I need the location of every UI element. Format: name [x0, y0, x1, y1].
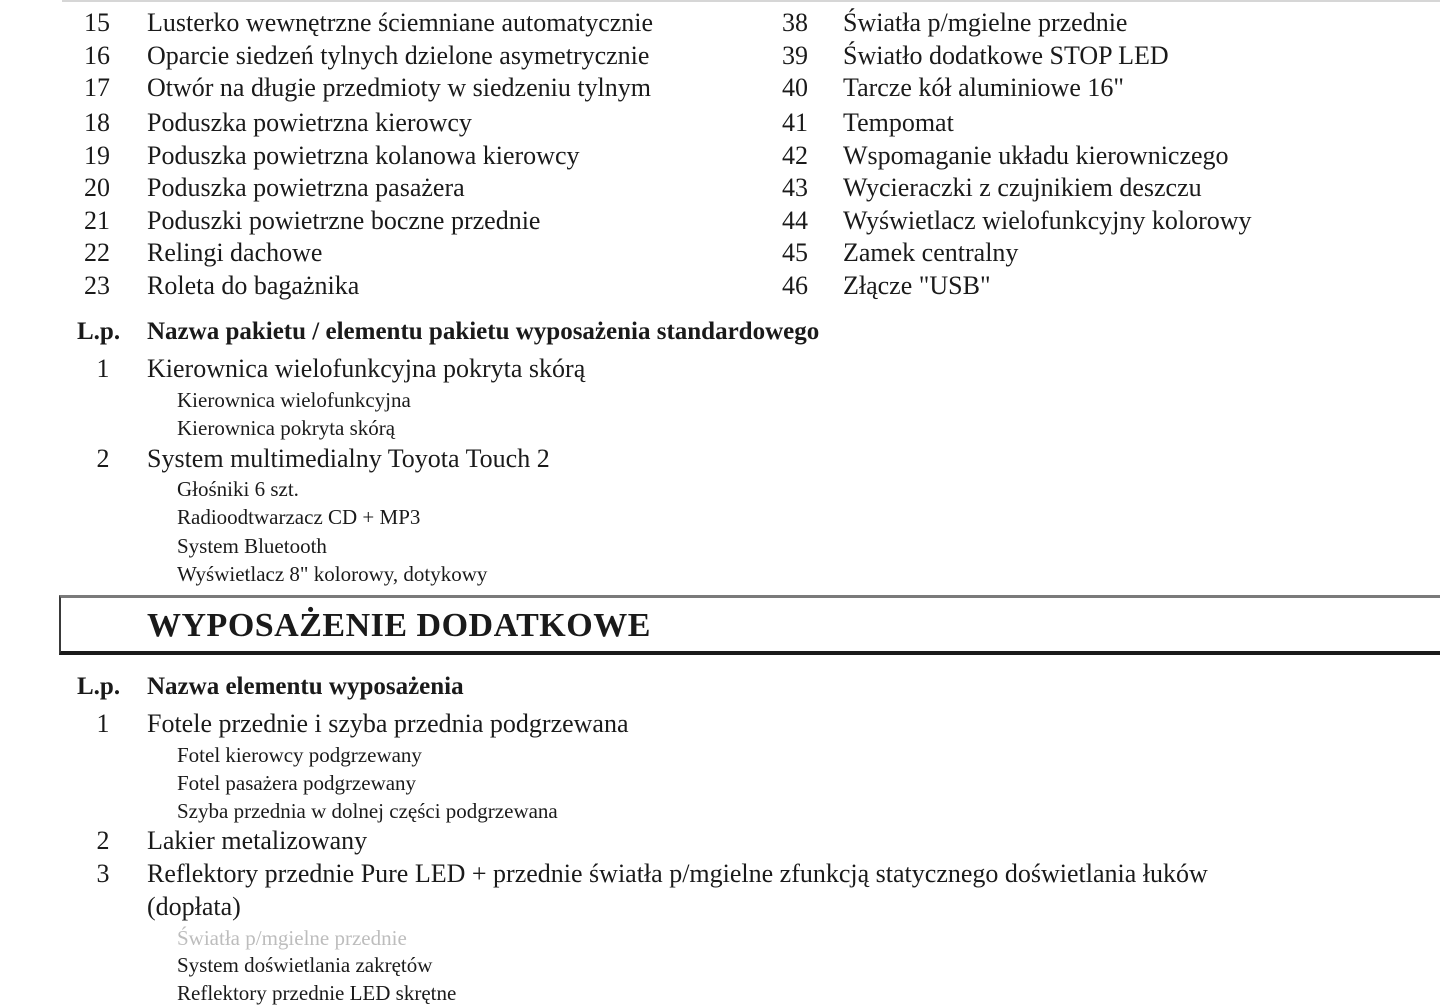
package-element: Głośniki 6 szt. [177, 477, 299, 501]
item-number: 39 [782, 41, 808, 70]
package-element: Wyświetlacz 8" kolorowy, dotykowy [177, 562, 488, 586]
additional-element: Szyba przednia w dolnej części podgrzewana [177, 799, 558, 823]
item-name: Kierownica wielofunkcyjna pokryta skórą [147, 354, 586, 383]
lp-column-header: L.p. [77, 673, 121, 700]
list-item [0, 107, 1440, 139]
item-number: 40 [782, 73, 808, 102]
item-number: 1 [96, 354, 110, 383]
lp-column-header: L.p. [77, 318, 121, 345]
list-item [0, 72, 1440, 104]
item-number: 19 [84, 141, 110, 170]
additional-element: Reflektory przednie LED skrętne [177, 981, 457, 1005]
item-name: Poduszka powietrzna kolanowa kierowcy [147, 141, 580, 170]
item-number: 2 [96, 826, 110, 855]
additional-element: Fotel pasażera podgrzewany [177, 771, 417, 795]
item-number: 22 [84, 238, 110, 267]
item-name: Poduszka powietrzna kierowcy [147, 108, 472, 137]
item-number: 46 [782, 271, 808, 300]
item-number: 17 [84, 73, 110, 102]
item-name: System multimedialny Toyota Touch 2 [147, 444, 550, 473]
list-item [0, 237, 1440, 269]
item-number: 1 [96, 709, 110, 738]
item-name-continued: (dopłata) [147, 892, 241, 921]
list-item [0, 172, 1440, 204]
item-number: 38 [782, 8, 808, 37]
name-column-header: Nazwa pakietu / elementu pakietu wyposażenia standardowego [147, 318, 820, 345]
item-name: Relingi dachowe [147, 238, 323, 267]
item-name: Fotele przednie i szyba przednia podgrzewana [147, 709, 629, 738]
item-number: 16 [84, 41, 110, 70]
list-item [0, 270, 1440, 302]
list-item [0, 7, 1440, 39]
package-element: System Bluetooth [177, 534, 327, 558]
item-number: 2 [96, 444, 110, 473]
item-number: 23 [84, 271, 110, 300]
top-divider [62, 0, 1440, 2]
item-number: 15 [84, 8, 110, 37]
item-number: 42 [782, 141, 808, 170]
item-name: Reflektory przednie Pure LED + przednie światła p/mgielne zfunkcją statycznego doświetlania łuków [147, 859, 1208, 888]
item-number: 43 [782, 173, 808, 202]
additional-element: System doświetlania zakrętów [177, 953, 433, 977]
item-number: 21 [84, 206, 110, 235]
item-number: 44 [782, 206, 808, 235]
list-item [0, 140, 1440, 172]
item-name: Lusterko wewnętrzne ściemniane automatycznie [147, 8, 654, 37]
item-name: Lakier metalizowany [147, 826, 368, 855]
additional-element: Fotel kierowcy podgrzewany [177, 743, 422, 767]
additional-element: Światła p/mgielne przednie [177, 926, 407, 950]
item-name: Zamek centralny [843, 238, 1019, 267]
item-name: Poduszka powietrzna pasażera [147, 173, 465, 202]
section-title: WYPOSAŻENIE DODATKOWE [147, 607, 651, 644]
item-name: Światła p/mgielne przednie [843, 8, 1128, 37]
item-number: 41 [782, 108, 808, 137]
item-name: Tarcze kół aluminiowe 16" [843, 73, 1124, 102]
item-number: 20 [84, 173, 110, 202]
item-number: 45 [782, 238, 808, 267]
item-number: 18 [84, 108, 110, 137]
item-name: Wspomaganie układu kierowniczego [843, 141, 1229, 170]
item-name: Wycieraczki z czujnikiem deszczu [843, 173, 1202, 202]
list-item [0, 205, 1440, 237]
list-item [0, 40, 1440, 72]
item-name: Złącze "USB" [843, 271, 991, 300]
item-number: 3 [96, 859, 110, 888]
item-name: Poduszki powietrzne boczne przednie [147, 206, 541, 235]
package-element: Radioodtwarzacz CD + MP3 [177, 505, 421, 529]
package-element: Kierownica wielofunkcyjna [177, 388, 411, 412]
package-element: Kierownica pokryta skórą [177, 416, 396, 440]
item-name: Tempomat [843, 108, 954, 137]
item-name: Wyświetlacz wielofunkcyjny kolorowy [843, 206, 1252, 235]
name-column-header: Nazwa elementu wyposażenia [147, 673, 464, 700]
item-name: Roleta do bagażnika [147, 271, 360, 300]
item-name: Otwór na długie przedmioty w siedzeniu tylnym [147, 73, 652, 102]
item-name: Światło dodatkowe STOP LED [843, 41, 1169, 70]
item-name: Oparcie siedzeń tylnych dzielone asymetrycznie [147, 41, 650, 70]
